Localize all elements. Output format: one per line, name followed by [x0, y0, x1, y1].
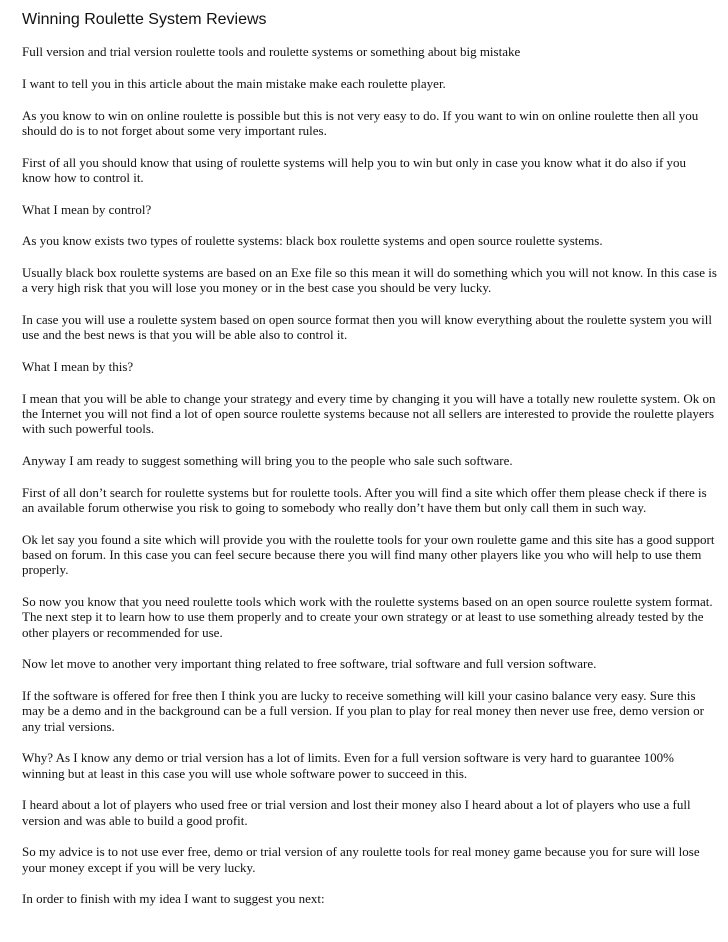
paragraph: I heard about a lot of players who used free or trial version and lost their money also I heard about a lot of players who use a full version and was able to build a good profit.: [22, 797, 691, 828]
paragraph: First of all you should know that using of roulette systems will help you to win but only in case you know what it do also if you know how to control it.: [22, 154, 687, 185]
paragraph: First of all don’t search for roulette systems but for roulette tools. After you will find a site which offer them please check if there is an available forum otherwise you risk to going to somebody who really don’t have them but only call them in such way.: [22, 484, 707, 516]
paragraph-subtitle: Full version and trial version roulette tools and roulette systems or something about big mistake: [22, 44, 521, 59]
paragraph: If the software is offered for free then I think you are lucky to receive something will kill your casino balance very easy. Sure this may be a demo and in the background can be a full version. If you plan to play for real money then never use free, demo version or any trial versions.: [22, 688, 704, 734]
paragraph: Why? As I know any demo or trial version has a lot of limits. Even for a full version software is very hard to guarantee 100% winning but at least in this case you will use whole software power to succeed in this.: [22, 750, 674, 781]
paragraph: I mean that you will be able to change your strategy and every time by changing it you will have a totally new roulette system. Ok on the Internet you will not find a lot of open source roulette systems because not all sellers are interested to provide the roulette players with such powerful tools.: [22, 390, 716, 437]
paragraph: As you know to win on online roulette is possible but this is not very easy to do. If you want to win on online roulette then all you should do is to not forget about some very important rules.: [22, 107, 699, 138]
paragraph: I want to tell you in this article about the main mistake make each roulette player.: [22, 75, 446, 91]
paragraph: As you know exists two types of roulette systems: black box roulette systems and open source roulette systems.: [22, 233, 603, 249]
paragraph: What I mean by this?: [22, 359, 134, 375]
paragraph: Usually black box roulette systems are based on an Exe file so this mean it will do something which you will not know. In this case is a very high risk that you will lose you money or in the best case you should be very lucky.: [22, 265, 717, 296]
document-page: [22, 10, 718, 923]
paragraph: Anyway I am ready to suggest something will bring you to the people who sale such software.: [22, 453, 513, 469]
paragraph: In order to finish with my idea I want to suggest you next:: [22, 891, 325, 907]
page-title: Winning Roulette System Reviews: [22, 11, 267, 28]
paragraph: Now let move to another very important thing related to free software, trial software and full version software.: [22, 656, 597, 672]
paragraph: In case you will use a roulette system based on open source format then you will know everything about the roulette system you will use and the best news is that you will be able also to control it.: [22, 312, 712, 343]
paragraph: So my advice is to not use ever free, demo or trial version of any roulette tools for real money game because you for sure will lose your money except if you will be very lucky.: [22, 844, 700, 875]
paragraph: So now you know that you need roulette tools which work with the roulette systems based on an open source roulette system format. The next step it to learn how to use them properly and to create your own strategy or at least to use something already tested by the other players or recommended for use.: [22, 594, 713, 640]
paragraph: What I mean by control?: [22, 201, 152, 217]
paragraph: Ok let say you found a site which will provide you with the roulette tools for your own roulette game and this site has a good support based on forum. In this case you can feel secure because there you will find many other players like you who will help to use them properly.: [22, 531, 715, 578]
